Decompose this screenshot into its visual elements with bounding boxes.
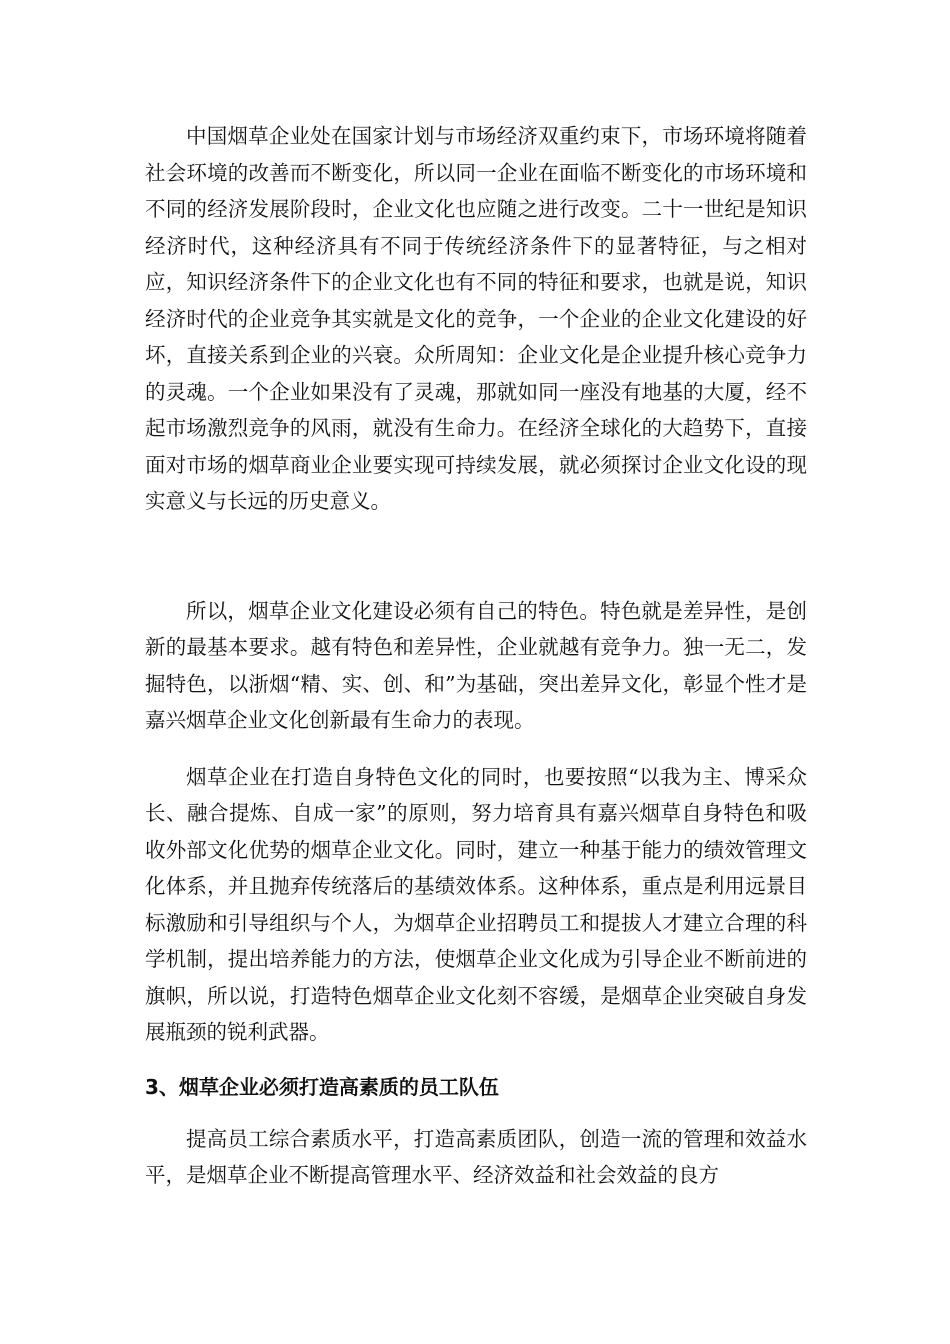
paragraph-culture-building-principles: 烟草企业在打造自身特色文化的同时，也要按照“以我为主、博采众长、融合提炼、自成一家”的原则，努力培育具有嘉兴烟草自身特色和吸收外部文化优势的烟草企业文化。同时，建立一种基于能力的绩效管理文化体系，并且抛弃传统落后的基绩效体系。这种体系，重点是利用远景目标激励和引导组织与个人，为烟草企业招聘员工和提拔人才建立合理的科学机制，提出培养能力的方法，使烟草企业文化成为引导企业不断前进的旗帜，所以说，打造特色烟草企业文化刻不容缓，是烟草企业突破自身发展瓶颈的锐利武器。 <box>145 764 807 1044</box>
paragraph-culture-characteristics: 所以，烟草企业文化建设必须有自己的特色。特色就是差异性，是创新的最基本要求。越有特色和差异性，企业就越有竞争力。独一无二，发掘特色，以浙烟“精、实、创、和”为基础，突出差异文化，彰显个性才是嘉兴烟草企业文化创新最有生命力的表现。 <box>145 598 807 732</box>
paragraph-culture-necessity: 中国烟草企业处在国家计划与市场经济双重约束下，市场环境将随着社会环境的改善而不断变化，所以同一企业在面临不断变化的市场环境和不同的经济发展阶段时，企业文化也应随之进行改变。二十一世纪是知识经济时代，这种经济具有不同于传统经济条件下的显著特征，与之相对应，知识经济条件下的企业文化也有不同的特征和要求，也就是说，知识经济时代的企业竞争其实就是文化的竞争，一个企业的企业文化建设的好坏，直接关系到企业的兴衰。众所周知：企业文化是企业提升核心竞争力的灵魂。一个企业如果没有了灵魂，那就如同一座没有地基的大厦，经不起市场激烈竞争的风雨，就没有生命力。在经济全球化的大趋势下，直接面对市场的烟草商业企业要实现可持续发展，就必须探讨企业文化设的现实意义与长远的历史意义。 <box>145 124 807 513</box>
document-body <box>145 118 807 1194</box>
paragraph-employee-quality: 提高员工综合素质水平，打造高素质团队，创造一流的管理和效益水平，是烟草企业不断提高管理水平、经济效益和社会效益的良方 <box>145 1126 807 1187</box>
section-heading: 3、烟草企业必须打造高素质的员工队伍 <box>145 1074 499 1099</box>
